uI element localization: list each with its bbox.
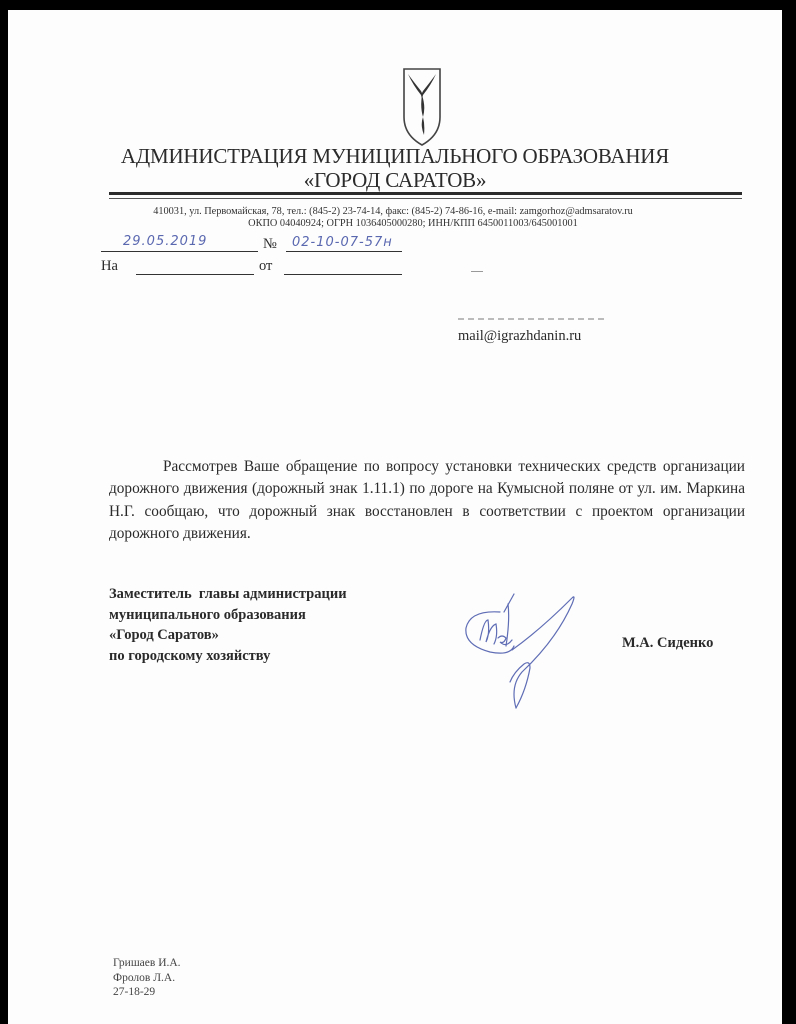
executors-block — [113, 956, 181, 1000]
handwritten-date: 29.05.2019 — [123, 234, 208, 249]
number-blank-line — [286, 250, 402, 252]
date-blank-line — [101, 250, 258, 252]
position-line: муниципального образования — [109, 606, 306, 623]
executor-name: Гришаев И.А. — [113, 957, 181, 969]
header-rule-thin — [109, 198, 742, 199]
handwritten-number: 02-10-07-57н — [292, 235, 393, 250]
redacted-recipient-name — [471, 271, 483, 272]
recipient-email: mail@igrazhdanin.ru — [458, 328, 582, 344]
redacted-recipient-address — [458, 318, 608, 320]
from-label: от — [259, 258, 273, 274]
organization-title: АДМИНИСТРАЦИЯ МУНИЦИПАЛЬНОГО ОБРАЗОВАНИЯ — [120, 144, 670, 168]
on-label: На — [101, 258, 118, 274]
position-line: «Город Саратов» — [109, 627, 219, 643]
registration-codes: ОКПО 04040924; ОГРН 1036405000280; ИНН/КПП 6450011003/645001001 — [248, 218, 578, 229]
header-rule-thick — [109, 192, 742, 195]
position-line: Заместитель главы администрации — [109, 586, 347, 602]
handwritten-signature — [460, 590, 580, 720]
executor-name: Фролов Л.А. — [113, 971, 176, 984]
signatory-position — [109, 584, 347, 666]
signatory-name: М.А. Сиденко — [622, 635, 714, 651]
organization-city: «ГОРОД САРАТОВ» — [303, 168, 487, 192]
contact-address: 410031, ул. Первомайская, 78, тел.: (845-2) 23-74-14, факс: (845-2) 74-86-16, e-mail: zamgorhoz@admsaratov.ru — [153, 206, 633, 217]
body-paragraph: Рассмотрев Ваше обращение по вопросу установки технических средств организации дорожного движения (дорожный знак 1.11.1) по дороге на Кумысной поляне от ул. им. Маркина Н.Г. сообщаю, что дорожный знак восстановлен в соответствии с проектом организации дорожного движения. — [109, 458, 745, 542]
letter-body — [109, 456, 745, 545]
number-label: № — [263, 236, 277, 252]
letter-page — [8, 10, 782, 1024]
from-blank-line — [284, 273, 402, 275]
coat-of-arms-emblem — [401, 65, 443, 149]
position-line: по городскому хозяйству — [109, 647, 271, 664]
executor-phone: 27-18-29 — [113, 986, 156, 998]
on-blank-line — [136, 273, 254, 275]
